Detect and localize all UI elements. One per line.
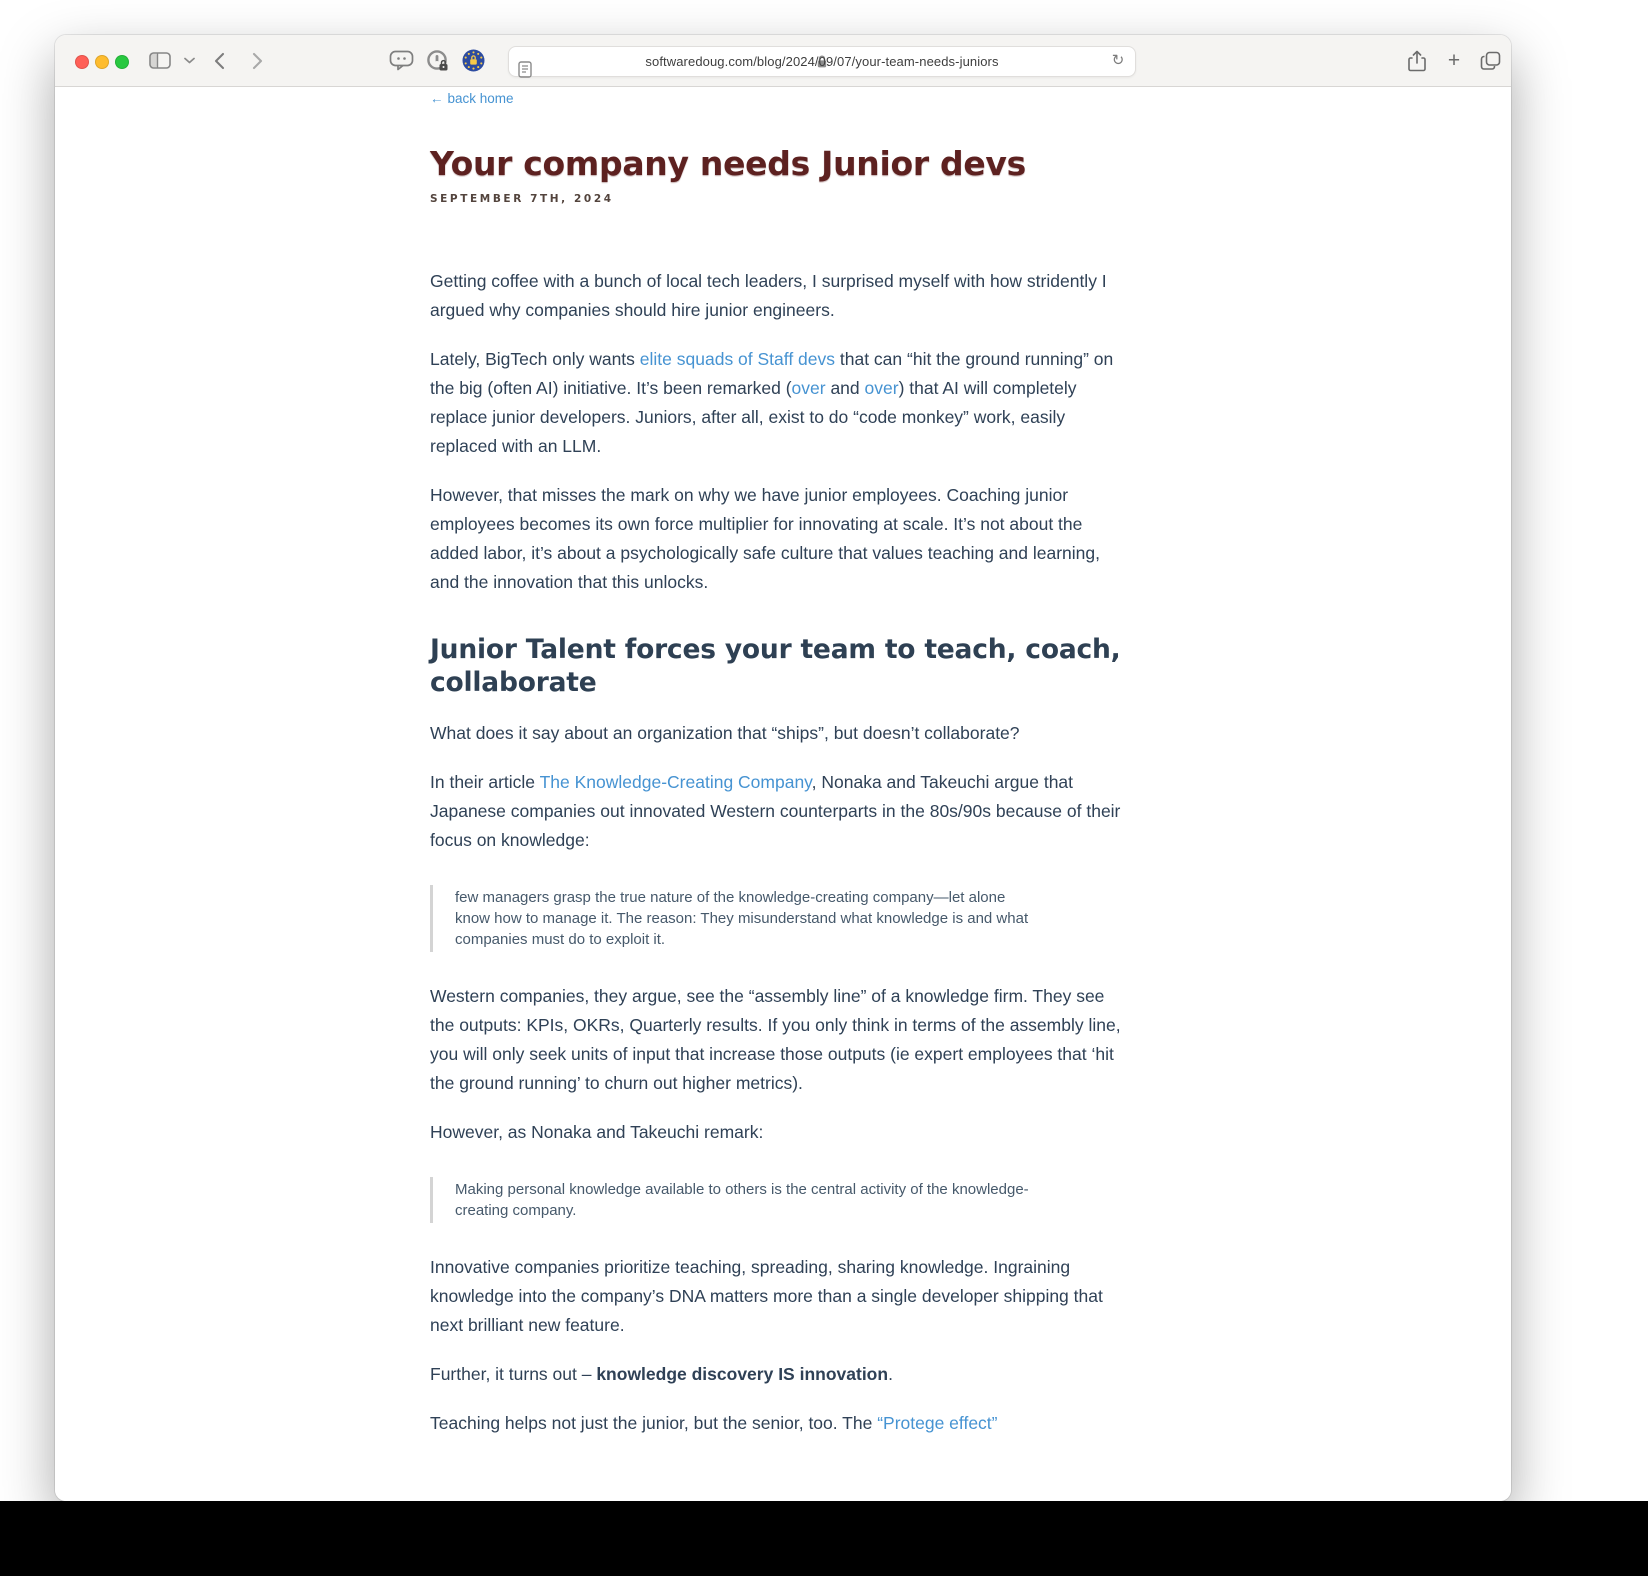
browser-titlebar	[55, 35, 1511, 87]
back-home-link[interactable]	[430, 91, 514, 106]
post-date: SEPTEMBER 7TH, 2024	[430, 193, 614, 205]
text-run: In their article	[430, 772, 540, 792]
text-run: and	[825, 378, 865, 398]
share-button[interactable]	[1405, 35, 1429, 86]
forward-button[interactable]	[245, 35, 269, 86]
text-run: .	[888, 1364, 893, 1384]
text-run: Further, it turns out –	[430, 1364, 597, 1384]
paragraph	[430, 267, 1122, 325]
blog-article	[430, 87, 1122, 1438]
text-run: Teaching helps not just the junior, but the senior, too. The	[430, 1413, 878, 1433]
chevron-down-icon[interactable]	[181, 35, 197, 86]
inline-link[interactable]: The Knowledge-Creating Company	[539, 772, 812, 792]
text-run: Western companies, they argue, see the “assembly line” of a knowledge firm. They see the outputs: KPIs, OKRs, Quarterly results. If you only think in terms of the assembly line, you will only seek units of input that increase those outputs (ie expert employees that ‘hit the ground running’ to churn out higher metrics).	[430, 986, 1121, 1093]
paragraph	[430, 768, 1122, 855]
desktop-background-band	[0, 1501, 1648, 1576]
paragraph	[430, 982, 1122, 1098]
text-run: However, that misses the mark on why we have junior employees. Coaching junior employees becomes its own force multiplier for innovating at scale. It’s not about the added labor, it’s about a psychologically safe culture that values teaching and learning, and the innovation that this unlocks.	[430, 485, 1100, 592]
text-run: Getting coffee with a bunch of local tech leaders, I surprised myself with how stridently I argued why companies should hire junior engineers.	[430, 271, 1107, 320]
blockquote: Making personal knowledge available to others is the central activity of the knowledge-creating company.	[430, 1177, 1070, 1223]
url-display	[509, 47, 1135, 76]
address-bar[interactable]	[508, 46, 1136, 77]
inline-link[interactable]: over	[864, 378, 899, 398]
url-text: softwaredoug.com/blog/2024/09/07/your-team-needs-juniors	[645, 54, 999, 69]
reload-button[interactable]: ↻	[1109, 52, 1127, 70]
article-blocks	[430, 267, 1122, 1438]
text-run: ) that AI will completely replace junior developers. Juniors, after all, exist to do “code monkey” work, easily replaced with an LLM.	[430, 378, 1077, 456]
sidebar-icon	[149, 52, 171, 69]
text-run: , Nonaka and Takeuchi argue that Japanese companies out innovated Western counterparts in the 80s/90s because of their focus on knowledge:	[430, 772, 1121, 850]
zoom-window-button[interactable]	[115, 55, 129, 69]
post-title: Your company needs Junior devs	[430, 144, 1026, 183]
sidebar-toggle-button[interactable]	[147, 35, 173, 86]
paragraph	[430, 1253, 1122, 1340]
page-content	[55, 87, 1511, 1501]
inline-link[interactable]: “Protege effect”	[877, 1413, 998, 1433]
paragraph	[430, 345, 1122, 461]
blockquote: few managers grasp the true nature of the knowledge-creating company—let alone know how to manage it. The reason: They misunderstand what knowledge is and what companies must do to exploit it.	[430, 885, 1070, 952]
inline-link[interactable]: elite squads of Staff devs	[639, 349, 836, 369]
back-button[interactable]	[207, 35, 231, 86]
eu-privacy-extension-icon[interactable]	[459, 35, 487, 86]
back-arrow-icon: ←	[430, 91, 444, 106]
text-run: However, as Nonaka and Takeuchi remark:	[430, 1122, 764, 1142]
paragraph	[430, 481, 1122, 597]
paragraph	[430, 1409, 1122, 1438]
paragraph	[430, 1360, 1122, 1389]
text-run: What does it say about an organization that “ships”, but doesn’t collaborate?	[430, 723, 1020, 743]
close-window-button[interactable]	[75, 55, 89, 69]
bold-text: knowledge discovery IS innovation	[596, 1364, 889, 1384]
inline-link[interactable]: over	[791, 378, 826, 398]
section-heading: Junior Talent forces your team to teach, coach, collaborate	[430, 634, 1121, 698]
text-run: Lately, BigTech only wants	[430, 349, 640, 369]
text-run: Innovative companies prioritize teaching, spreading, sharing knowledge. Ingraining knowledge into the company’s DNA matters more than a single developer shipping that next brilliant new feature.	[430, 1257, 1103, 1335]
tab-overview-button[interactable]	[1477, 35, 1503, 86]
new-tab-button[interactable]: +	[1442, 35, 1466, 86]
paragraph	[430, 719, 1122, 748]
minimize-window-button[interactable]	[95, 55, 109, 69]
text-run: that can “hit the ground running” on the big (often AI) initiative. It’s been remarked (	[430, 349, 1114, 398]
back-home-label: back home	[447, 91, 514, 106]
paragraph	[430, 1118, 1122, 1147]
password-manager-extension-icon[interactable]	[424, 35, 452, 86]
speech-bubble-extension-icon[interactable]	[387, 35, 415, 86]
browser-window	[55, 35, 1511, 1501]
